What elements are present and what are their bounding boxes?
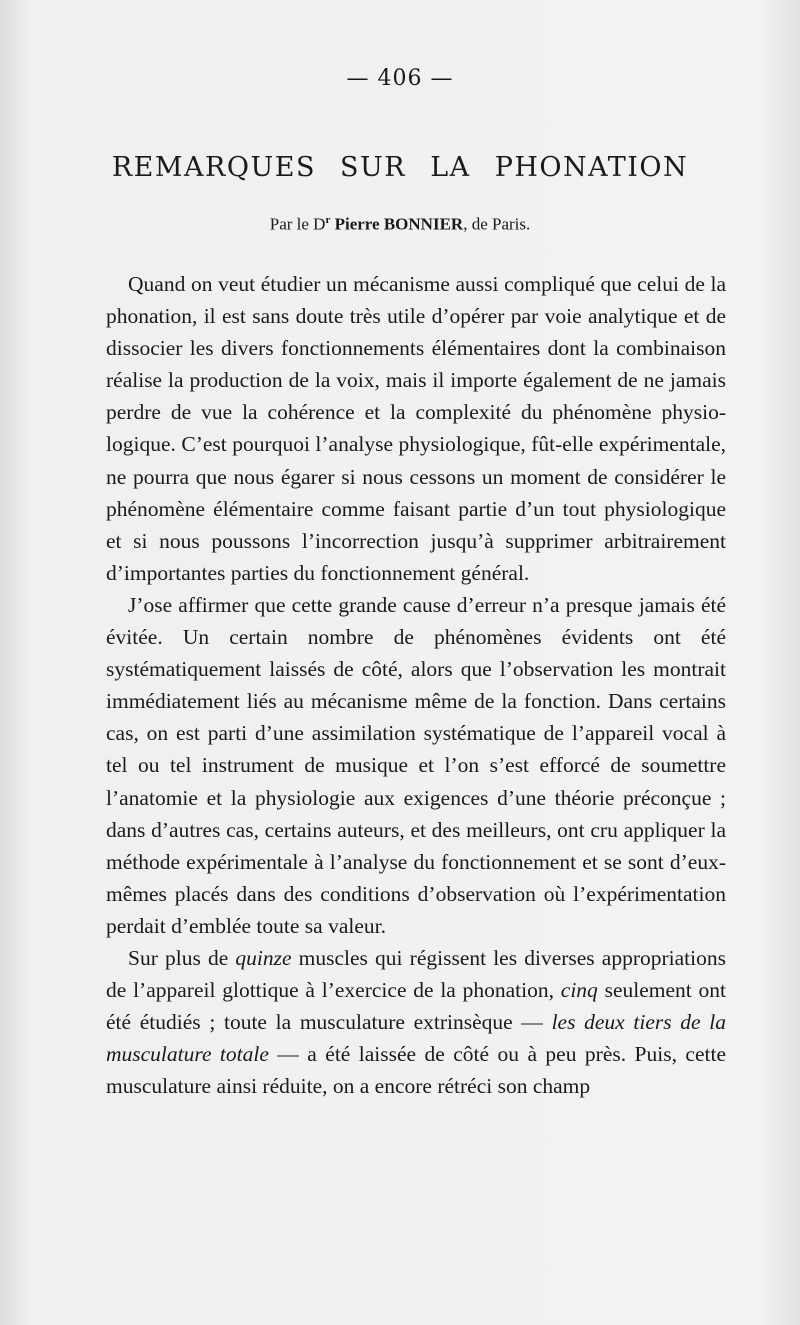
byline-prefix: Par le D [269, 214, 326, 234]
paragraph-3-part-a: Sur plus de [128, 945, 236, 970]
byline-suffix: , de Paris. [463, 214, 531, 234]
article-body [106, 268, 726, 1102]
paragraph-3-part-c: muscles qui régissent les diverses appropriations de l’appareil glottique à l’exercice de la phonation, [106, 945, 726, 1003]
paragraph-2: J’ose affirmer que cette grande cause d’erreur n’a presque jamais été évitée. Un certain nombre de phénomènes évidents ont été systématiquement laissés de côté, alors que l’observation les montrait immédiatement liés au mécanisme même de la fonction. Dans certains cas, on est parti d’une assimilation systématique de l’appareil vocal à tel ou tel instrument de musique et l’on s’est efforcé de soumettre l’anatomie et la physiologie aux exigences d’une théorie préconçue ; dans d’autres cas, certains auteurs, et des meilleurs, ont cru appliquer la méthode expérimentale à l’analyse du fonctionnement et se sont d’eux-mêmes placés dans des conditions d’observation où l’expérimentation perdait d’emblée toute sa valeur. [106, 592, 726, 938]
article-title: REMARQUES SUR LA PHONATION [111, 152, 689, 183]
paragraph-3 [106, 942, 726, 1102]
paragraph-3-part-e: seulement ont été étudiés ; toute la musculature extrinsèque — [106, 978, 727, 1035]
byline-honorific: r [325, 214, 331, 226]
paragraph-3-emphasis-quinze: quinze [235, 945, 292, 970]
author-name: Pierre BONNIER [334, 214, 464, 234]
paragraph-3-part-g: — a été laissée de côté ou à peu près. Puis, cette musculature ainsi réduite, on a encore rétréci son champ [106, 1042, 726, 1099]
paragraph-1: Quand on veut étudier un mécanisme aussi compliqué que celui de la phonation, il est sans doute très utile d’opérer par voie analytique et de dissocier les divers fonctionnements élémentaires dont la combinaison réalise la production de la voix, mais il importe également de ne jamais perdre de vue la cohérence et la complexité du phénomène physiologique. C’est pourquoi l’analyse physiologique, fût-elle expérimentale, ne pourra que nous égarer si nous cessons un moment de considérer le phénomène élémentaire comme faisant partie d’un tout physiologique et si nous poussons l’incorrection jusqu’à supprimer arbitrairement d’importantes parties du fonctionnement général. [106, 272, 726, 585]
byline [0, 214, 800, 235]
paragraph-3-emphasis-two-thirds: les deux tiers de la musculature totale [106, 1010, 726, 1067]
paragraph-3-emphasis-cinq: cinq [560, 978, 598, 1003]
page-number: — 406 — [346, 66, 454, 91]
